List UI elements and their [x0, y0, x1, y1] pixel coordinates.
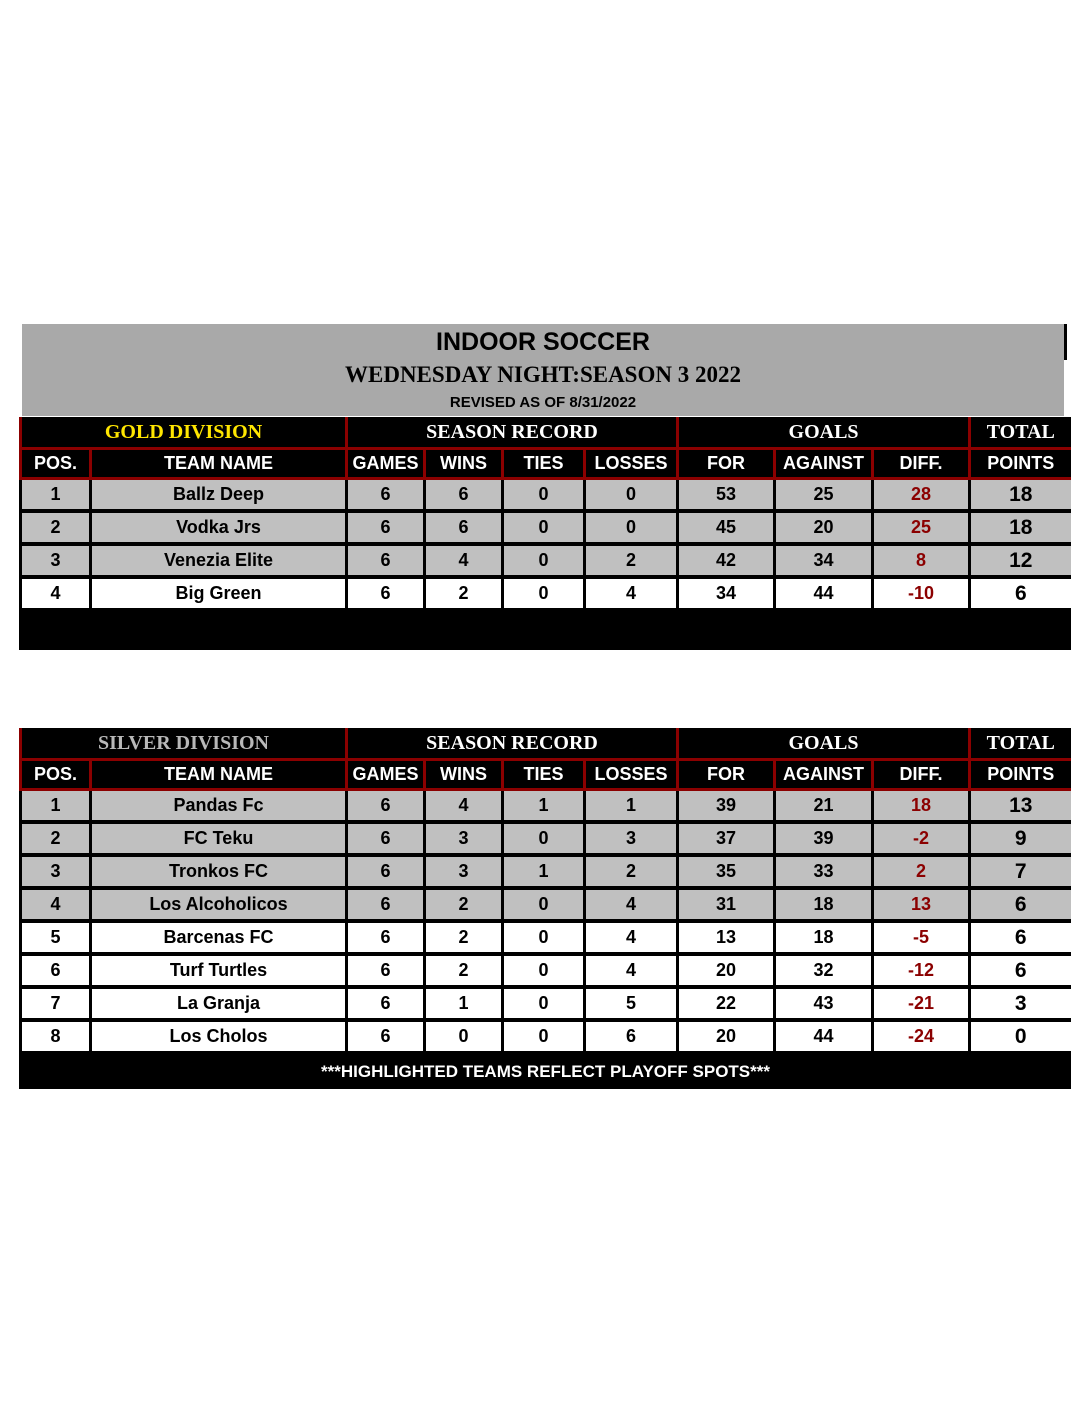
table-row [21, 544, 1071, 577]
silver-division-header-row [21, 728, 1071, 760]
team-cell: Turf Turtles [91, 954, 347, 987]
ties-cell: 0 [503, 1020, 585, 1053]
losses-cell: 6 [585, 1020, 678, 1053]
for-cell: 42 [678, 544, 775, 577]
goals-header: GOALS [678, 728, 970, 760]
games-cell: 6 [347, 544, 425, 577]
playoff-note: ***HIGHLIGHTED TEAMS REFLECT PLAYOFF SPOTS*** [21, 1053, 1071, 1089]
wins-cell: 2 [425, 921, 503, 954]
points-header: POINTS [970, 760, 1071, 790]
losses-cell: 1 [585, 790, 678, 823]
total-header: TOTAL [970, 417, 1071, 449]
wins-cell: 4 [425, 790, 503, 823]
table-row [21, 855, 1071, 888]
team-cell: FC Teku [91, 822, 347, 855]
against-cell: 20 [775, 511, 873, 544]
points-cell: 3 [970, 987, 1071, 1020]
total-header: TOTAL [970, 728, 1071, 760]
diff-header: DIFF. [873, 449, 970, 479]
losses-cell: 2 [585, 544, 678, 577]
for-cell: 45 [678, 511, 775, 544]
games-cell: 6 [347, 855, 425, 888]
wins-cell: 6 [425, 479, 503, 512]
ties-cell: 0 [503, 921, 585, 954]
diff-cell: 8 [873, 544, 970, 577]
games-cell: 6 [347, 511, 425, 544]
points-cell: 6 [970, 577, 1071, 610]
pos-cell: 7 [21, 987, 91, 1020]
losses-cell: 4 [585, 577, 678, 610]
ties-cell: 1 [503, 790, 585, 823]
for-cell: 31 [678, 888, 775, 921]
wins-cell: 1 [425, 987, 503, 1020]
pos-cell: 5 [21, 921, 91, 954]
team-cell: Vodka Jrs [91, 511, 347, 544]
pos-cell: 8 [21, 1020, 91, 1053]
against-cell: 43 [775, 987, 873, 1020]
for-cell: 20 [678, 1020, 775, 1053]
page-title: INDOOR SOCCER [436, 328, 650, 356]
wins-header: WINS [425, 760, 503, 790]
wins-cell: 0 [425, 1020, 503, 1053]
ties-cell: 0 [503, 888, 585, 921]
games-cell: 6 [347, 790, 425, 823]
team-cell: La Granja [91, 987, 347, 1020]
points-cell: 6 [970, 921, 1071, 954]
games-cell: 6 [347, 822, 425, 855]
diff-cell: -21 [873, 987, 970, 1020]
diff-cell: -10 [873, 577, 970, 610]
points-cell: 6 [970, 888, 1071, 921]
losses-header: LOSSES [585, 760, 678, 790]
games-cell: 6 [347, 577, 425, 610]
season-record-header: SEASON RECORD [347, 417, 678, 449]
gold-footer-band [21, 610, 1071, 650]
wins-cell: 3 [425, 855, 503, 888]
ties-cell: 0 [503, 987, 585, 1020]
games-header: GAMES [347, 760, 425, 790]
for-header: FOR [678, 760, 775, 790]
table-row [21, 479, 1071, 512]
gold-division-header-row [21, 417, 1071, 449]
diff-header: DIFF. [873, 760, 970, 790]
diff-cell: -12 [873, 954, 970, 987]
team-cell: Barcenas FC [91, 921, 347, 954]
for-cell: 22 [678, 987, 775, 1020]
points-cell: 6 [970, 954, 1071, 987]
points-cell: 18 [970, 511, 1071, 544]
wins-header: WINS [425, 449, 503, 479]
team-cell: Los Alcoholicos [91, 888, 347, 921]
against-cell: 33 [775, 855, 873, 888]
games-cell: 6 [347, 921, 425, 954]
title-block [22, 324, 1064, 416]
wins-cell: 6 [425, 511, 503, 544]
games-cell: 6 [347, 987, 425, 1020]
wins-cell: 2 [425, 954, 503, 987]
ties-cell: 1 [503, 855, 585, 888]
losses-header: LOSSES [585, 449, 678, 479]
against-cell: 32 [775, 954, 873, 987]
points-cell: 9 [970, 822, 1071, 855]
losses-cell: 0 [585, 479, 678, 512]
losses-cell: 4 [585, 921, 678, 954]
ties-cell: 0 [503, 479, 585, 512]
games-header: GAMES [347, 449, 425, 479]
table-row [21, 511, 1071, 544]
wins-cell: 2 [425, 888, 503, 921]
table-row [21, 987, 1071, 1020]
table-row [21, 954, 1071, 987]
diff-cell: 18 [873, 790, 970, 823]
ties-cell: 0 [503, 954, 585, 987]
pos-cell: 1 [21, 790, 91, 823]
diff-cell: 2 [873, 855, 970, 888]
ties-cell: 0 [503, 822, 585, 855]
goals-header: GOALS [678, 417, 970, 449]
against-cell: 44 [775, 577, 873, 610]
pos-cell: 6 [21, 954, 91, 987]
pos-cell: 1 [21, 479, 91, 512]
silver-division-table [19, 728, 1071, 1089]
for-cell: 34 [678, 577, 775, 610]
table-row [21, 1020, 1071, 1053]
points-cell: 18 [970, 479, 1071, 512]
wins-cell: 2 [425, 577, 503, 610]
pos-cell: 3 [21, 544, 91, 577]
team-cell: Pandas Fc [91, 790, 347, 823]
silver-column-header-row [21, 760, 1071, 790]
for-cell: 37 [678, 822, 775, 855]
team-name-header: TEAM NAME [91, 760, 347, 790]
points-cell: 7 [970, 855, 1071, 888]
for-cell: 20 [678, 954, 775, 987]
team-cell: Tronkos FC [91, 855, 347, 888]
games-cell: 6 [347, 954, 425, 987]
against-header: AGAINST [775, 449, 873, 479]
team-cell: Los Cholos [91, 1020, 347, 1053]
pos-cell: 4 [21, 577, 91, 610]
games-cell: 6 [347, 479, 425, 512]
losses-cell: 2 [585, 855, 678, 888]
team-cell: Venezia Elite [91, 544, 347, 577]
points-cell: 12 [970, 544, 1071, 577]
gold-division-title: GOLD DIVISION [21, 417, 347, 449]
ties-cell: 0 [503, 511, 585, 544]
for-cell: 35 [678, 855, 775, 888]
table-row [21, 577, 1071, 610]
diff-cell: -2 [873, 822, 970, 855]
against-cell: 21 [775, 790, 873, 823]
losses-cell: 5 [585, 987, 678, 1020]
for-header: FOR [678, 449, 775, 479]
points-cell: 13 [970, 790, 1071, 823]
pos-header: POS. [21, 449, 91, 479]
diff-cell: 13 [873, 888, 970, 921]
for-cell: 39 [678, 790, 775, 823]
page-subtitle: WEDNESDAY NIGHT:SEASON 3 2022 [345, 362, 741, 387]
against-cell: 44 [775, 1020, 873, 1053]
diff-cell: -24 [873, 1020, 970, 1053]
pos-cell: 2 [21, 511, 91, 544]
table-row [21, 822, 1071, 855]
against-cell: 34 [775, 544, 873, 577]
points-cell: 0 [970, 1020, 1071, 1053]
losses-cell: 4 [585, 954, 678, 987]
losses-cell: 3 [585, 822, 678, 855]
wins-cell: 4 [425, 544, 503, 577]
pos-cell: 4 [21, 888, 91, 921]
for-cell: 53 [678, 479, 775, 512]
table-row [21, 790, 1071, 823]
gold-column-header-row [21, 449, 1071, 479]
ties-cell: 0 [503, 544, 585, 577]
losses-cell: 4 [585, 888, 678, 921]
games-cell: 6 [347, 1020, 425, 1053]
for-cell: 13 [678, 921, 775, 954]
playoff-note-row [21, 1053, 1071, 1089]
ties-header: TIES [503, 760, 585, 790]
season-record-header: SEASON RECORD [347, 728, 678, 760]
against-header: AGAINST [775, 760, 873, 790]
ties-header: TIES [503, 449, 585, 479]
revised-date: REVISED AS OF 8/31/2022 [449, 394, 637, 411]
team-cell: Ballz Deep [91, 479, 347, 512]
gold-footer-band-cell [21, 610, 1071, 650]
against-cell: 25 [775, 479, 873, 512]
gold-division-table [19, 417, 1071, 650]
points-header: POINTS [970, 449, 1071, 479]
games-cell: 6 [347, 888, 425, 921]
pos-cell: 3 [21, 855, 91, 888]
losses-cell: 0 [585, 511, 678, 544]
against-cell: 39 [775, 822, 873, 855]
wins-cell: 3 [425, 822, 503, 855]
silver-division-title: SILVER DIVISION [21, 728, 347, 760]
table-row [21, 921, 1071, 954]
team-cell: Big Green [91, 577, 347, 610]
team-name-header: TEAM NAME [91, 449, 347, 479]
against-cell: 18 [775, 921, 873, 954]
pos-cell: 2 [21, 822, 91, 855]
table-row [21, 888, 1071, 921]
diff-cell: 25 [873, 511, 970, 544]
diff-cell: -5 [873, 921, 970, 954]
ties-cell: 0 [503, 577, 585, 610]
pos-header: POS. [21, 760, 91, 790]
diff-cell: 28 [873, 479, 970, 512]
title-edge [1064, 324, 1067, 360]
against-cell: 18 [775, 888, 873, 921]
